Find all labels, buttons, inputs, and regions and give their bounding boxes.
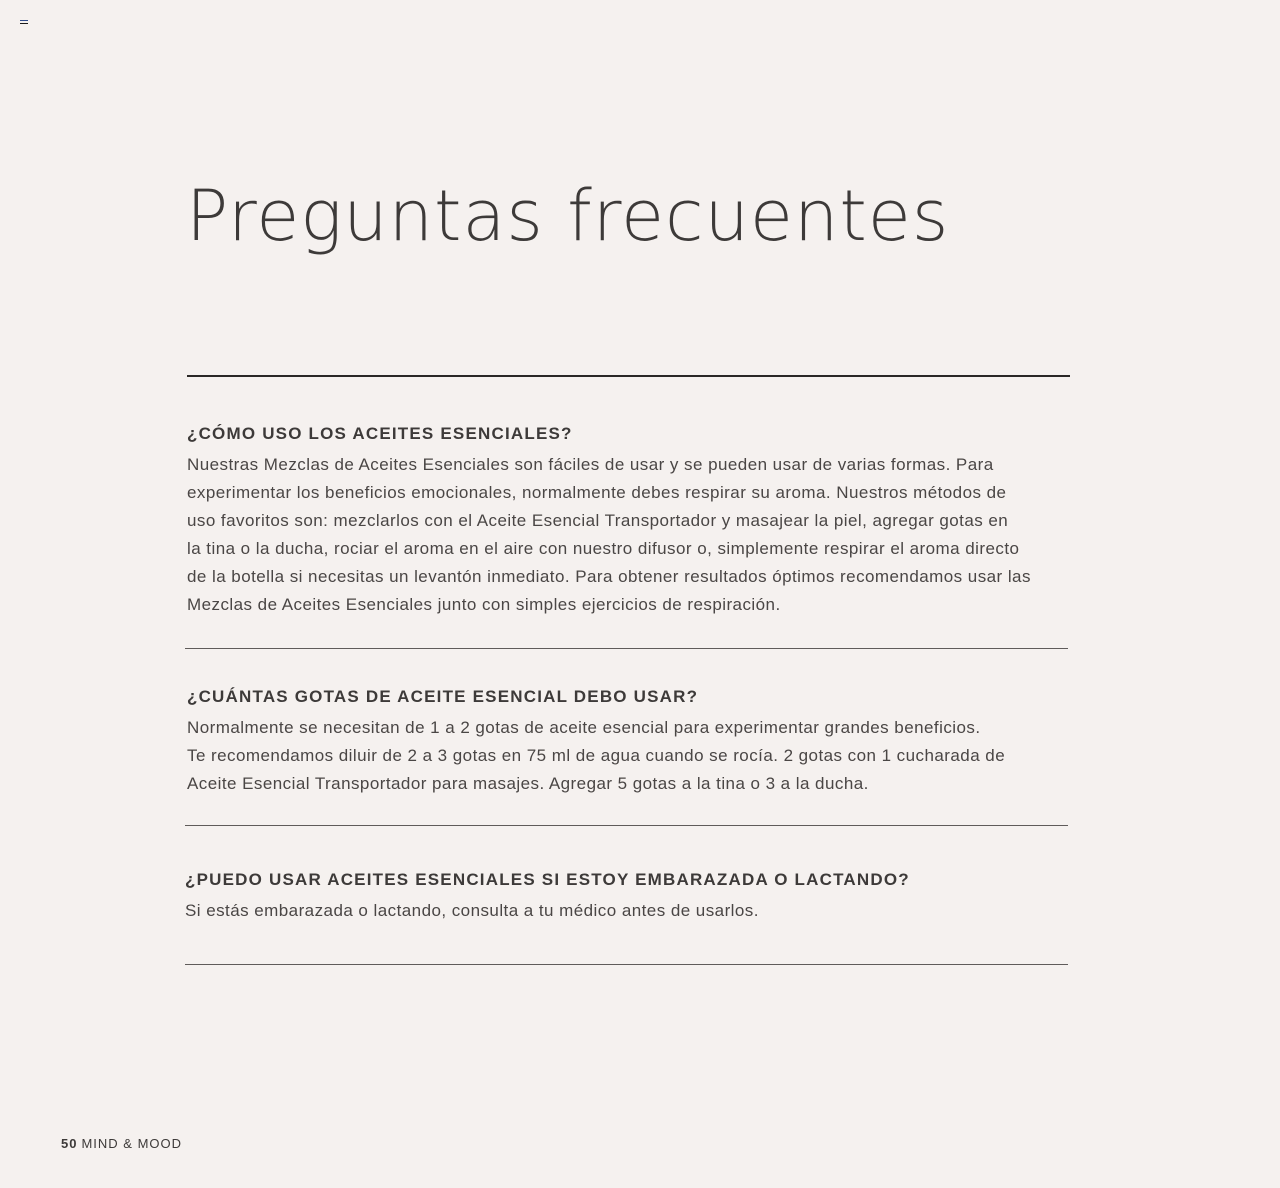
faq-answer: [187, 451, 1070, 619]
faq-question: ¿CÓMO USO LOS ACEITES ESENCIALES?: [187, 424, 573, 443]
menu-stripe-bottom: [20, 23, 28, 24]
page-footer: [61, 1136, 182, 1151]
faq-answer: [185, 897, 1068, 925]
page-title: Preguntas frecuentes: [186, 175, 950, 257]
faq-question: ¿CUÁNTAS GOTAS DE ACEITE ESENCIAL DEBO USAR?: [187, 687, 699, 706]
faq-divider: [185, 964, 1068, 965]
menu-stripe-top: [20, 20, 28, 21]
page-number: 50: [61, 1136, 78, 1151]
menu-icon[interactable]: [20, 20, 28, 27]
faq-item-how-to-use: [187, 423, 1070, 619]
faq-answer: [187, 714, 1070, 798]
section-name: MIND & MOOD: [81, 1136, 183, 1151]
faq-answer-line: uso favoritos son: mezclarlos con el Aceite Esencial Transportador y masajear la piel, agregar gotas en: [187, 511, 1009, 530]
faq-question: ¿PUEDO USAR ACEITES ESENCIALES SI ESTOY EMBARAZADA O LACTANDO?: [185, 870, 910, 889]
faq-item-pregnancy: [185, 869, 1068, 925]
faq-answer-line: experimentar los beneficios emocionales, normalmente debes respirar su aroma. Nuestros métodos de: [187, 483, 1007, 502]
faq-answer-line: Mezclas de Aceites Esenciales junto con simples ejercicios de respiración.: [187, 595, 781, 614]
faq-answer-line: Aceite Esencial Transportador para masajes. Agregar 5 gotas a la tina o 3 a la ducha.: [187, 774, 869, 793]
faq-answer-line: la tina o la ducha, rociar el aroma en el aire con nuestro difusor o, simplemente respirar el aroma directo: [187, 539, 1020, 558]
faq-divider: [185, 648, 1068, 649]
faq-answer-line: Te recomendamos diluir de 2 a 3 gotas en 75 ml de agua cuando se rocía. 2 gotas con 1 cucharada de: [187, 746, 1006, 765]
title-divider: [187, 375, 1070, 377]
faq-answer-line: Normalmente se necesitan de 1 a 2 gotas de aceite esencial para experimentar grandes beneficios.: [187, 718, 981, 737]
faq-answer-line: Si estás embarazada o lactando, consulta a tu médico antes de usarlos.: [185, 901, 759, 920]
faq-divider: [185, 825, 1068, 826]
faq-answer-line: Nuestras Mezclas de Aceites Esenciales son fáciles de usar y se pueden usar de varias formas. Para: [187, 455, 994, 474]
faq-answer-line: de la botella si necesitas un levantón inmediato. Para obtener resultados óptimos recomendamos usar las: [187, 567, 1031, 586]
faq-item-how-many-drops: [187, 686, 1070, 798]
